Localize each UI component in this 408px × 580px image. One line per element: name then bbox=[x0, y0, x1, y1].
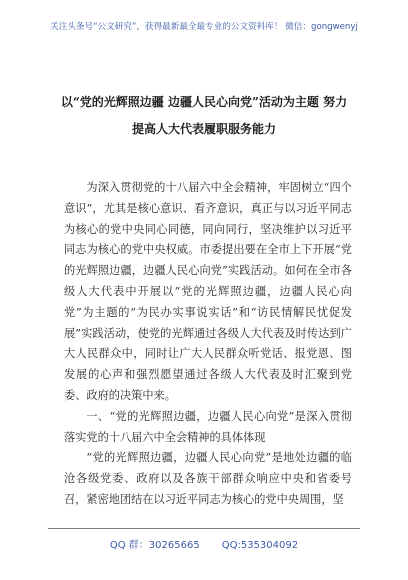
footer-qq-group: QQ 群：30265665 bbox=[109, 540, 200, 551]
document-title-line-1: 以“党的光辉照边疆 边疆人民心向党”活动为主题 努力 bbox=[60, 95, 348, 109]
paragraph: “党的光辉照边疆，边疆人民心向党”是地处边疆的临沧各级党委、政府以及各族干部群众响应中央和省委号召，紧密地团结在以习近平同志为核心的党中央周围，坚 bbox=[64, 451, 352, 506]
document-body bbox=[64, 178, 352, 511]
footer-divider bbox=[48, 528, 360, 529]
paragraph: 为深入贯彻党的十八届六中全会精神，牢固树立“四个意识”，尤其是核心意识、看齐意识，真正与以习近平同志为核心的党中央同心同德，同向同行，坚决维护以习近平同志为核心的党中央权威。市委提出要在全市上下开展“党的光辉照边疆，边疆人民心向党”实践活动。如何在全市各级人大代表中开展以“党的光辉照边疆，边疆人民心向党”为主题的“为民办实事说实话”和“访民情解民忧促发展”实践活动，使党的光辉通过各级人大代表及时传达到广大人民群众中，同时让广大人民群众听党话、报党恩、图发展的心声和强烈愿望通过各级人大代表及时汇聚到党委、政府的决策中来。 bbox=[64, 181, 352, 402]
document-title-line-2: 提高人大代表履职服务能力 bbox=[131, 122, 276, 136]
footer bbox=[0, 536, 408, 551]
footer-qq: QQ:535304092 bbox=[221, 540, 299, 551]
header-banner: 关注头条号“公文研究”，获得最新最全最专业的公文资料库！ 微信：gongwenyj bbox=[50, 22, 358, 32]
section-heading: 一、“党的光辉照边疆，边疆人民心向党”是深入贯彻落实党的十八届六中全会精神的具体体现 bbox=[64, 409, 352, 444]
